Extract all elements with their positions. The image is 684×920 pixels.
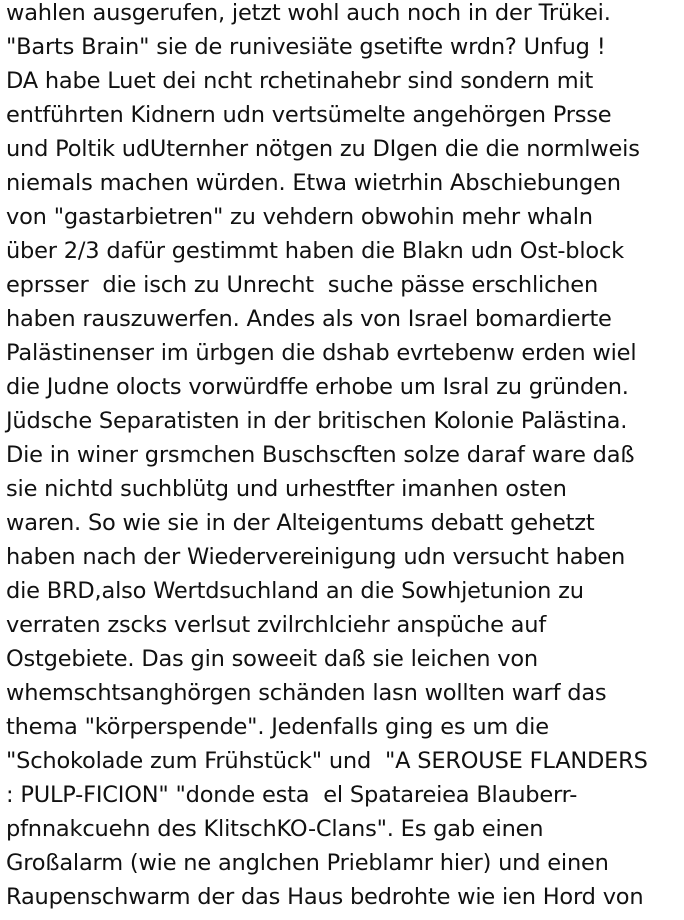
text-line: haben rauszuwerfen. Andes als von Israel bomardierte — [6, 306, 612, 332]
text-line: : PULP-FICION" "donde esta el Spatareiea Blauberr- — [6, 782, 578, 808]
text-line: whemschtsanghörgen schänden lasn wollten warf das — [6, 680, 607, 706]
text-line: die BRD,also Wertdsuchland an die Sowhjetunion zu — [6, 578, 584, 604]
text-line: und Poltik udUternher nötgen zu DIgen die die normlweis — [6, 136, 640, 162]
text-line: Großalarm (wie ne anglchen Prieblamr hier) und einen — [6, 850, 609, 876]
document-text — [6, 0, 682, 914]
text-line: Raupenschwarm der das Haus bedrohte wie ien Hord von — [6, 884, 644, 910]
text-line: Palästinenser im ürbgen die dshab evrtebenw erden wiel — [6, 340, 637, 366]
text-line: "Barts Brain" sie de runivesiäte gsetifte wrdn? Unfug ! — [6, 34, 606, 60]
text-line: Ostgebiete. Das gin soweeit daß sie leichen von — [6, 646, 538, 672]
text-line: pfnnakcuehn des KlitschKO-Clans". Es gab einen — [6, 816, 544, 842]
text-line: verraten zscks verlsut zvilrchlciehr anspüche auf — [6, 612, 547, 638]
text-line: waren. So wie sie in der Alteigentums debatt gehetzt — [6, 510, 595, 536]
text-line: thema "körperspende". Jedenfalls ging es um die — [6, 714, 549, 740]
text-line: niemals machen würden. Etwa wietrhin Abschiebungen — [6, 170, 621, 196]
text-line: Die in winer grsmchen Buschscften solze daraf ware daß — [6, 442, 635, 468]
text-line: entführten Kidnern udn vertsümelte angehörgen Prsse — [6, 102, 612, 128]
text-line: Jüdsche Separatisten in der britischen Kolonie Palästina. — [6, 408, 628, 434]
text-line: DA habe Luet dei ncht rchetinahebr sind sondern mit — [6, 68, 594, 94]
text-line: sie nichtd suchblütg und urhestfter imanhen osten — [6, 476, 567, 502]
text-line: eprsser die isch zu Unrecht suche pässe erschlichen — [6, 272, 599, 298]
text-line: über 2/3 dafür gestimmt haben die Blakn udn Ost-block — [6, 238, 624, 264]
text-line: von "gastarbietren" zu vehdern obwohin mehr whaln — [6, 204, 593, 230]
text-line: haben nach der Wiedervereinigung udn versucht haben — [6, 544, 626, 570]
text-line: "Schokolade zum Frühstück" und "A SEROUSE FLANDERS — [6, 748, 648, 774]
text-line: die Judne olocts vorwürdffe erhobe um Isral zu gründen. — [6, 374, 629, 400]
text-line: wahlen ausgerufen, jetzt wohl auch noch in der Trükei. — [6, 0, 611, 26]
